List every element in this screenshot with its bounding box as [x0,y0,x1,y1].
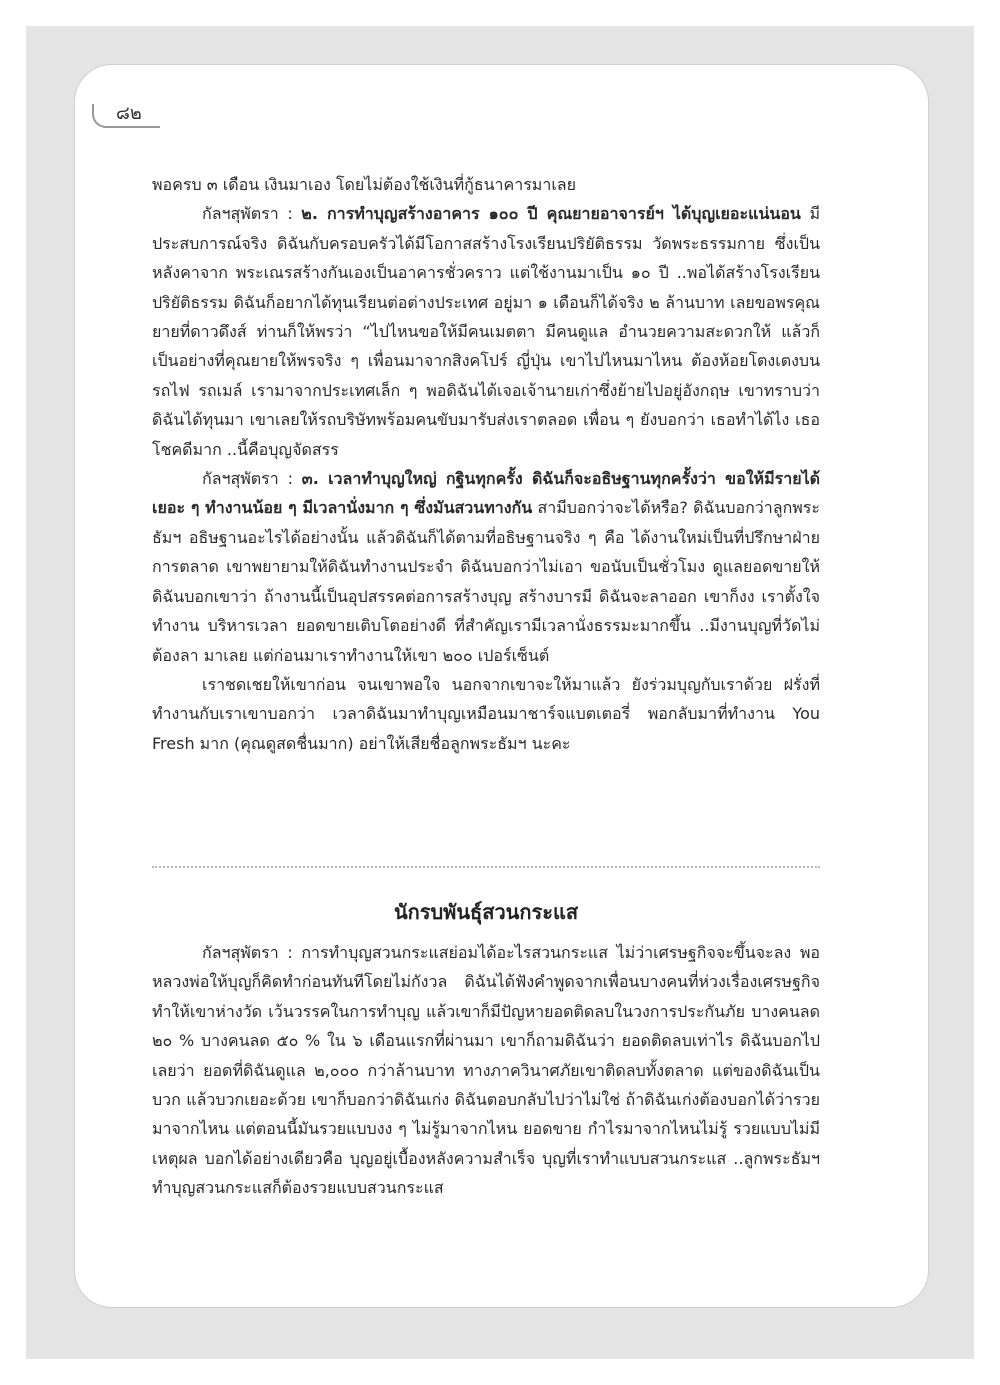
point-heading-2: ๒. การทำบุญสร้างอาคาร ๑๐๐ ปี คุณยายอาจารย์ฯ ได้บุญเยอะแน่นอน [301,204,801,224]
section-text [152,938,820,1203]
dotted-divider [152,866,820,868]
speaker-label: กัลฯสุพัตรา : [202,204,302,224]
section-paragraph: กัลฯสุพัตรา : การทำบุญสวนกระแสย่อมได้อะไรสวนกระแส ไม่ว่าเศรษฐกิจจะขึ้นจะลง พอหลวงพ่อให้บุญก็คิดทำก่อนทันทีโดยไม่กังวล ดิฉันได้ฟังคำพูดจากเพื่อนบางคนที่ห่วงเรื่องเศรษฐกิจ ทำให้เขาห่างวัด เว้นวรรคในการทำบุญ แล้วเขาก็มีปัญหายอดติดลบในวงการประกันภัย บางคนลด ๒๐ % บางคนลด ๕๐ % ใน ๖ เดือนแรกที่ผ่านมา เขาก็ถามดิฉันว่า ยอดติดลบเท่าไร ดิฉันบอกไปเลยว่า ยอดที่ดิฉันดูแล ๒,๐๐๐ กว่าล้านบาท ทางภาควินาศภัยเขาติดลบทั้งตลาด แต่ของดิฉันเป็นบวก แล้วบวกเยอะด้วย เขาก็บอกว่าดิฉันเก่ง ดิฉันตอบกลับไปว่าไม่ใช่ ถ้าดิฉันเก่งต้องบอกได้ว่ารวยมาจากไหน แต่ตอนนี้มันรวยแบบงง ๆ ไม่รู้มาจากไหน ยอดขาย กำไรมาจากไหนไม่รู้ รวยแบบไม่มีเหตุผล บอกได้อย่างเดียวคือ บุญอยู่เบื้องหลังความสำเร็จ บุญที่เราทำแบบสวนกระแส ..ลูกพระธัมฯ ทำบุญสวนกระแสก็ต้องรวยแบบสวนกระแส [152,943,820,1198]
paragraph-2-body: มีประสบการณ์จริง ดิฉันกับครอบครัวได้มีโอกาสสร้างโรงเรียนปริยัติธรรม วัดพระธรรมกาย ซึ่งเป็นหลังคาจาก พระเณรสร้างกันเองเป็นอาคารชั่วคราว แต่ใช้งานมาเป็น ๑๐ ปี ..พอได้สร้างโรงเรียนปริยัติธรรม ดิฉันก็อยากได้ทุนเรียนต่อต่างประเทศ อยู่มา ๑ เดือนก็ได้จริง ๒ ล้านบาท เลยขอพรคุณยายที่ดาวดึงส์ ท่านก็ให้พรว่า “ไปไหนขอให้มีคนเมตตา มีคนดูแล อำนวยความสะดวกให้ แล้วก็เป็นอย่างที่คุณยายให้พรจริง ๆ เพื่อนมาจากสิงคโปร์ ญี่ปุ่น เขาไปไหนมาไหน ต้องห้อยโตงเตงบนรถไฟ รถเมล์ เรามาจากประเทศเล็ก ๆ พอดิฉันได้เจอเจ้านายเก่าซึ่งย้ายไปอยู่อังกฤษ เขาทราบว่าดิฉันได้ทุนมา เขาเลยให้รถบริษัทพร้อมคนขับมารับส่งเราตลอด เพื่อน ๆ ยังบอกว่า เธอทำได้ไง เธอโชคดีมาก ..นี้คือบุญจัดสรร [152,204,820,459]
page-number: ๘๒ [92,104,160,128]
paragraph-3-body: สามีบอกว่าจะได้หรือ? ดิฉันบอกว่าลูกพระธัมฯ อธิษฐานอะไรได้อย่างนั้น แล้วดิฉันก็ได้ตามที่อธิษฐานจริง ๆ คือ ได้งานใหม่เป็นที่ปรึกษาฝ่ายการตลาด เขาพยายามให้ดิฉันทำงานประจำ ดิฉันบอกว่าไม่เอา ขอนับเป็นชั่วโมง ดูแลยอดขายให้ ดิฉันบอกเขาว่า ถ้างานนี้เป็นอุปสรรคต่อการสร้างบุญ สร้างบารมี ดิฉันจะลาออก เขาก็งง เราตั้งใจทำงาน บริหารเวลา ยอดขายเติบโตอย่างดี ที่สำคัญเรามีเวลานั่งธรรมะมากขึ้น ..มีงานบุญที่วัดไม่ต้องลา มาเลย แต่ก่อนมาเราทำงานให้เขา ๒๐๐ เปอร์เซ็นต์ [152,498,820,665]
speaker-label: กัลฯสุพัตรา : [202,469,302,489]
paragraph-1: พอครบ ๓ เดือน เงินมาเอง โดยไม่ต้องใช้เงินที่กู้ธนาคารมาเลย [152,175,576,194]
point-heading-3: ๓. เวลาทำบุญใหญ่ กฐินทุกครั้ง ดิฉันก็จะอธิษฐานทุกครั้งว่า ขอให้มีรายได้เยอะ ๆ ทำงานน้อย ๆ มีเวลานั่งมาก ๆ ซึ่งมันสวนทางกัน [152,469,820,518]
section-title: นักรบพันธุ์สวนกระแส [393,900,579,924]
story-text [152,170,820,758]
paragraph-2 [152,199,820,464]
paragraph-4: เราชดเชยให้เขาก่อน จนเขาพอใจ นอกจากเขาจะให้มาแล้ว ยังร่วมบุญกับเราด้วย ฝรั่งที่ทำงานกับเราเขาบอกว่า เวลาดิฉันมาทำบุญเหมือนมาชาร์จแบตเตอรี่ พอกลับมาที่ทำงาน You Fresh มาก (คุณดูสดชื่นมาก) อย่าให้เสียชื่อลูกพระธัมฯ นะคะ [152,674,820,753]
paragraph-3 [152,464,820,670]
